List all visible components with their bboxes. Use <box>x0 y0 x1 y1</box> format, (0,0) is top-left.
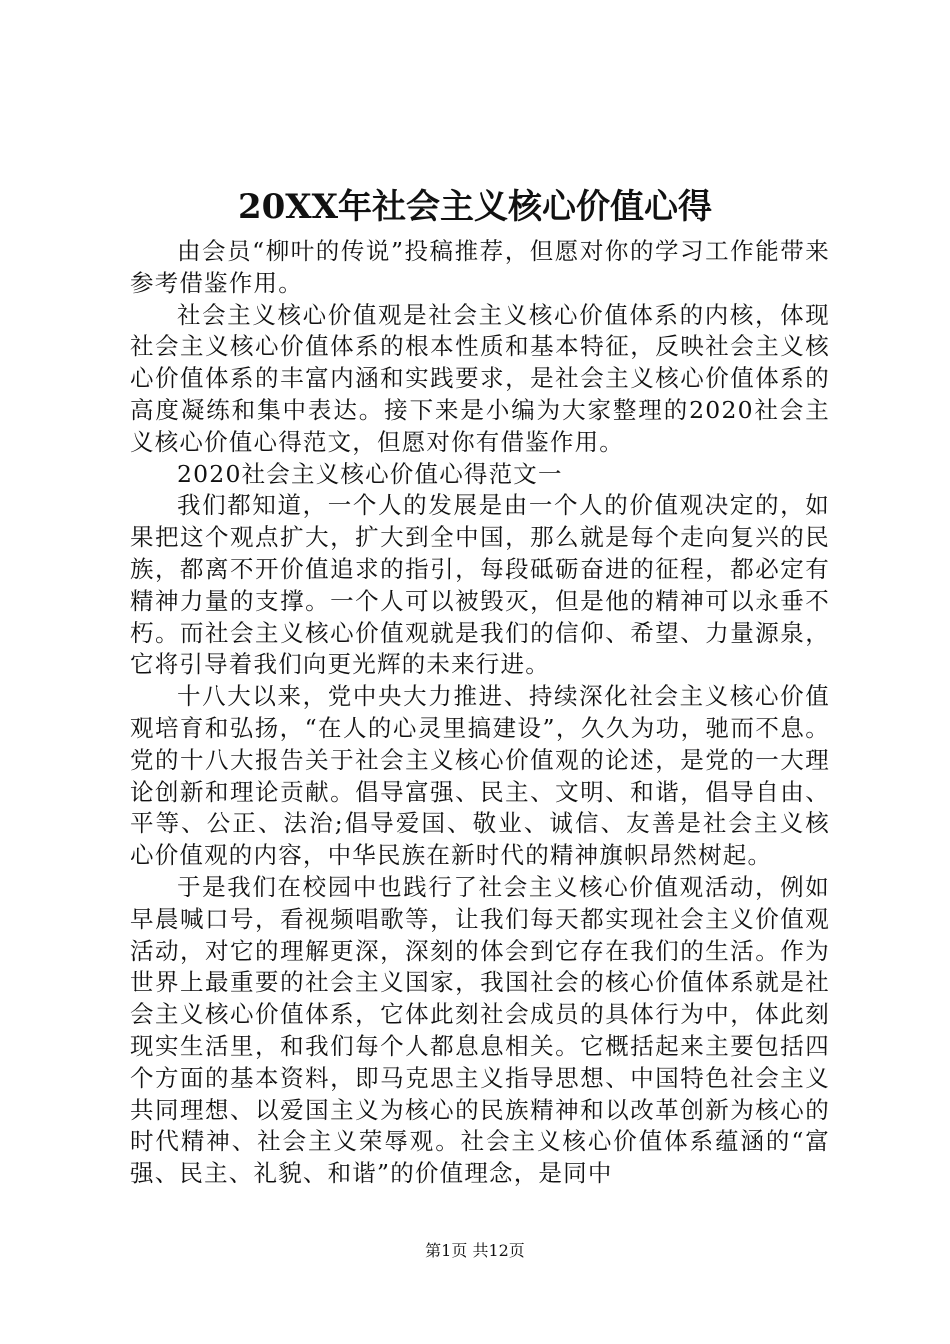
paragraph-campus-practice: 于是我们在校园中也践行了社会主义核心价值观活动，例如早晨喊口号，看视频唱歌等，让我们每天都实现社会主义价值观活动，对它的理解更深，深刻的体会到它存在我们的生活。作为世界上最重要的社会主义国家，我国社会的核心价值体系就是社会主义核心价值体系，它体此刻社会成员的具体行为中，体此刻现实生活里，和我们每个人都息息相关。它概括起来主要包括四个方面的基本资料，即马克思主义指导思想、中国特色社会主义共同理想、以爱国主义为核心的民族精神和以改革创新为核心的时代精神、社会主义荣辱观。社会主义核心价值体系蕴涵的“富强、民主、礼貌、和谐”的价值理念，是同中 <box>130 872 830 1188</box>
document-body <box>130 236 830 1190</box>
page-footer: 第1页 共12页 <box>425 1241 525 1260</box>
document-title: 20XX年社会主义核心价值心得 <box>237 187 713 227</box>
paragraph-eighteenth-congress: 十八大以来，党中央大力推进、持续深化社会主义核心价值观培育和弘扬，“在人的心灵里搞建设”，久久为功，驰而不息。党的十八大报告关于社会主义核心价值观的论述，是党的一大理论创新和理论贡献。倡导富强、民主、文明、和谐，倡导自由、平等、公正、法治;倡导爱国、敬业、诚信、友善是社会主义核心价值观的内容，中华民族在新时代的精神旗帜昂然树起。 <box>130 682 830 870</box>
section-heading: 2020社会主义核心价值心得范文一 <box>177 459 563 488</box>
paragraph-summary: 社会主义核心价值观是社会主义核心价值体系的内核，体现社会主义核心价值体系的根本性质和基本特征，反映社会主义核心价值体系的丰富内涵和实践要求，是社会主义核心价值体系的高度凝练和集中表达。接下来是小编为大家整理的2020社会主义核心价值心得范文，但愿对你有借鉴作用。 <box>130 300 830 456</box>
paragraph-values: 我们都知道，一个人的发展是由一个人的价值观决定的，如果把这个观点扩大，扩大到全中国，那么就是每个走向复兴的民族，都离不开价值追求的指引，每段砥砺奋进的征程，都必定有精神力量的支撑。一个人可以被毁灭，但是他的精神可以永垂不朽。而社会主义核心价值观就是我们的信仰、希望、力量源泉，它将引导着我们向更光辉的未来行进。 <box>130 491 830 679</box>
paragraph-intro: 由会员“柳叶的传说”投稿推荐，但愿对你的学习工作能带来参考借鉴作用。 <box>130 237 830 297</box>
